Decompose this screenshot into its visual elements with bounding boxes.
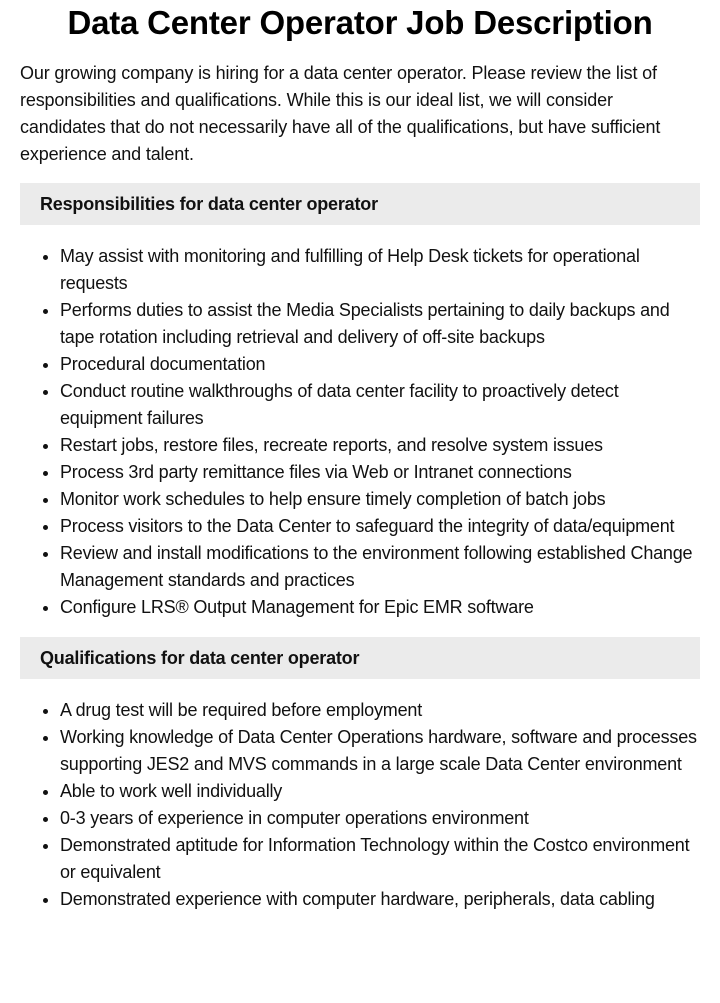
list-item: • Demonstrated experience with computer hardware, peripherals, data cabling (60, 886, 700, 913)
list-item: • May assist with monitoring and fulfilling of Help Desk tickets for operational requests (60, 243, 700, 297)
list-item: • Process 3rd party remittance files via Web or Intranet connections (60, 459, 700, 486)
intro-paragraph: Our growing company is hiring for a data center operator. Please review the list of responsibilities and qualifications. While this is our ideal list, we will consider candidates that do not necessarily have all of the qualifications, but have sufficient experience and talent. (20, 63, 661, 164)
responsibilities-list (20, 243, 700, 621)
list-item: • Working knowledge of Data Center Operations hardware, software and processes supporting JES2 and MVS commands in a large scale Data Center environment (60, 724, 700, 778)
list-item: • Process visitors to the Data Center to safeguard the integrity of data/equipment (60, 513, 700, 540)
page-title: Data Center Operator Job Description (67, 4, 653, 41)
list-item: • Monitor work schedules to help ensure timely completion of batch jobs (60, 486, 700, 513)
list-item: • Performs duties to assist the Media Specialists pertaining to daily backups and tape rotation including retrieval and delivery of off-site backups (60, 297, 700, 351)
list-item: • Restart jobs, restore files, recreate reports, and resolve system issues (60, 432, 700, 459)
qualifications-list (20, 697, 700, 913)
list-item: • Able to work well individually (60, 778, 700, 805)
list-item: • 0-3 years of experience in computer operations environment (60, 805, 700, 832)
list-item: • Demonstrated aptitude for Information Technology within the Costco environment or equivalent (60, 832, 700, 886)
qualifications-heading: Qualifications for data center operator (20, 637, 700, 679)
list-item: • Conduct routine walkthroughs of data center facility to proactively detect equipment failures (60, 378, 700, 432)
list-item: • Configure LRS® Output Management for Epic EMR software (60, 594, 700, 621)
responsibilities-heading: Responsibilities for data center operator (20, 183, 700, 225)
list-item: • Review and install modifications to the environment following established Change Management standards and practices (60, 540, 700, 594)
list-item: • Procedural documentation (60, 351, 700, 378)
list-item: • A drug test will be required before employment (60, 697, 700, 724)
